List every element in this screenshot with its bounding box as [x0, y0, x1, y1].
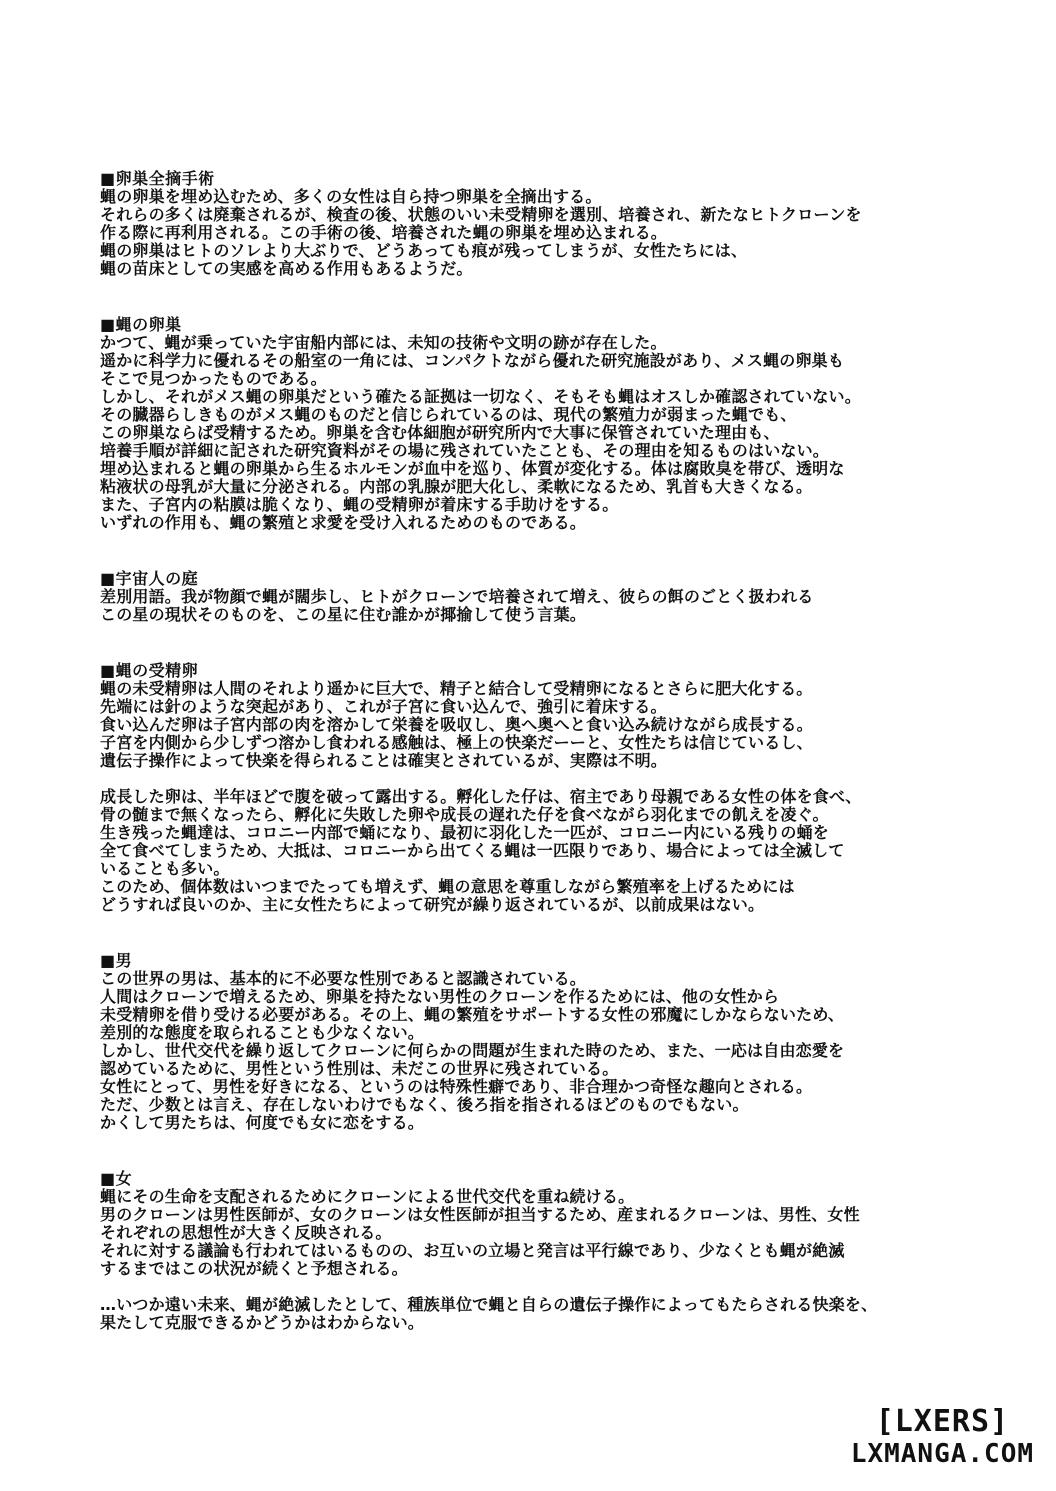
text-line: その臓器らしきものがメス蝿のものだと信じられているのは、現代の繁殖力が弱まった蝿でも、: [100, 405, 797, 424]
text-line: 培養手順が詳細に記された研究資料がその場に残されていたことも、その理由を知るものはいない。: [100, 441, 830, 460]
text-line: 差別的な態度を取られることも少なくない。: [100, 1023, 425, 1042]
text-line: かくして男たちは、何度でも女に恋をする。: [100, 1113, 425, 1132]
section: [100, 1170, 1000, 1332]
section: [100, 170, 1000, 278]
text-line: 骨の髄まで無くなったら、孵化に失敗した卵や成長の遅れた仔を食べながら羽化までの飢えを凌ぐ。: [100, 805, 829, 824]
text-line: 蝿の卵巣はヒトのソレより大ぶりで、どうあっても痕が残ってしまうが、女性たちには、: [100, 241, 748, 260]
text-line: 埋め込まれると蝿の卵巣から生るホルモンが血中を巡り、体質が変化する。体は腐敗臭を帯び、透明な: [100, 459, 845, 478]
text-line: 先端には針のような突起があり、これが子宮に食い込んで、強引に着床する。: [100, 697, 667, 716]
text-line: それに対する議論も行われてはいるものの、お互いの立場と発言は平行線であり、少なくとも蝿が絶滅: [100, 1241, 845, 1260]
text-line: 蝿にその生命を支配されるためにクローンによる世代交代を重ね続ける。: [100, 1187, 635, 1206]
section-heading: ■女: [100, 1169, 133, 1188]
text-line: 遥かに科学力に優れるその船室の一角には、コンパクトながら優れた研究施設があり、メス蝿の卵巣も: [100, 351, 845, 370]
text-line: しかし、それがメス蝿の卵巣だという確たる証拠は一切なく、そもそも蝿はオスしか確認されていない。: [100, 387, 861, 406]
text-line: 男のクローンは男性医師が、女のクローンは女性医師が担当するため、産まれるクローンは、男性、女性: [100, 1205, 860, 1224]
text-line: この卵巣ならば受精するため。卵巣を含む体細胞が研究所内で大事に保管されていた理由も、: [100, 423, 780, 442]
document-body: [100, 170, 1000, 1370]
section-heading: ■宇宙人の庭: [100, 569, 199, 588]
text-line: 食い込んだ卵は子宮内部の肉を溶かして栄養を吸収し、奥へ奥へと食い込み続けながら成長する。: [100, 715, 813, 734]
text-line: 成長した卵は、半年ほどで腹を破って露出する。孵化した仔は、宿主であり母親である女性の体を食べ、: [100, 787, 862, 806]
paragraph: [100, 588, 1000, 624]
text-line: この星の現状そのものを、この星に住む誰かが揶揄して使う言葉。: [100, 605, 587, 624]
text-line: そこで見つかったものである。: [100, 369, 327, 388]
paragraph: [100, 788, 1000, 914]
section-heading: ■蝿の卵巣: [100, 315, 182, 334]
text-line: 女性にとって、男性を好きになる、というのは特殊性癖であり、非合理かつ奇怪な趣向とされる。: [100, 1077, 813, 1096]
text-line: 蝿の卵巣を埋め込むため、多くの女性は自ら持つ卵巣を全摘出する。: [100, 187, 602, 206]
paragraph: [100, 334, 1000, 532]
text-line: 遺伝子操作によって快楽を得られることは確実とされているが、実際は不明。: [100, 751, 668, 770]
text-line: 子宮を内側から少しずつ溶かし食われる感触は、極上の快楽だーーと、女性たちは信じているし、: [100, 733, 813, 752]
text-line: 蝿の苗床としての実感を高める作用もあるようだ。: [100, 259, 473, 278]
text-line: また、子宮内の粘膜は脆くなり、蝿の受精卵が着床する手助けをする。: [100, 495, 619, 514]
text-line: 未受精卵を借り受ける必要がある。その上、蝿の繁殖をサポートする女性の邪魔にしかならないため、: [100, 1005, 845, 1024]
section-heading: ■男: [100, 951, 133, 970]
text-line: 人間はクローンで増えるため、卵巣を持たない男性のクローンを作るためには、他の女性から: [100, 987, 780, 1006]
text-line: それらの多くは廃棄されるが、検査の後、状態のいい未受精卵を選別、培養され、新たなヒトクローンを: [100, 205, 862, 224]
watermark-line-2: LXMANGA.COM: [850, 1439, 1034, 1469]
text-line: 生き残った蝿達は、コロニー内部で蛹になり、最初に羽化した一匹が、コロニー内にいる残りの蛹を: [100, 823, 830, 842]
text-line: それぞれの思想性が大きく反映される。: [100, 1223, 392, 1242]
text-line: いることも多い。: [100, 859, 230, 878]
text-line: このため、個体数はいつまでたっても増えず、蝿の意思を尊重しながら繁殖率を上げるためには: [100, 877, 795, 896]
watermark-line-1: [LXERS]: [875, 1404, 1010, 1439]
text-line: 粘液状の母乳が大量に分泌される。内部の乳腺が肥大化し、柔軟になるため、乳首も大きくなる。: [100, 477, 813, 496]
section: [100, 952, 1000, 1132]
text-line: どうすれば良いのか、主に女性たちによって研究が繰り返されているが、以前成果はない。: [100, 895, 765, 914]
site-watermark: [851, 1405, 1034, 1469]
section-heading: ■卵巣全摘手術: [100, 169, 215, 188]
section-heading: ■蝿の受精卵: [100, 661, 199, 680]
section: [100, 662, 1000, 914]
text-line: 果たして克服できるかどうかはわからない。: [100, 1313, 425, 1332]
text-line: 差別用語。我が物顔で蝿が闊歩し、ヒトがクローンで培養されて増え、彼らの餌のごとく扱われる: [100, 587, 814, 606]
section: [100, 570, 1000, 624]
text-line: するまではこの状況が続くと予想される。: [100, 1259, 408, 1278]
text-line: 作る際に再利用される。この手術の後、培養された蝿の卵巣を埋め込まれる。: [100, 223, 668, 242]
paragraph: [100, 970, 1000, 1132]
text-line: いずれの作用も、蝿の繁殖と求愛を受け入れるためのものである。: [100, 513, 587, 532]
paragraph: [100, 1188, 1000, 1278]
section: [100, 316, 1000, 532]
text-line: ただ、少数とは言え、存在しないわけでもなく、後ろ指を指されるほどのものでもない。: [100, 1095, 749, 1114]
text-line: 蝿の未受精卵は人間のそれより遥かに巨大で、精子と結合して受精卵になるとさらに肥大化する。: [100, 679, 813, 698]
text-line: …いつか遠い未来、蝿が絶滅したとして、種族単位で蝿と自らの遺伝子操作によってもたらされる快楽を、: [100, 1295, 878, 1314]
paragraph: [100, 680, 1000, 770]
text-line: この世界の男は、基本的に不必要な性別であると認識されている。: [100, 969, 587, 988]
paragraph: [100, 1296, 1000, 1332]
paragraph: [100, 188, 1000, 278]
text-line: かつて、蝿が乗っていた宇宙船内部には、未知の技術や文明の跡が存在した。: [100, 333, 667, 352]
text-line: しかし、世代交代を繰り返してクローンに何らかの問題が生まれた時のため、また、一応は自由恋愛を: [100, 1041, 845, 1060]
text-line: 認めているために、男性という性別は、未だこの世界に残されている。: [100, 1059, 619, 1078]
text-line: 全て食べてしまうため、大抵は、コロニーから出てくる蝿は一匹限りであり、場合によっては全滅して: [100, 841, 845, 860]
